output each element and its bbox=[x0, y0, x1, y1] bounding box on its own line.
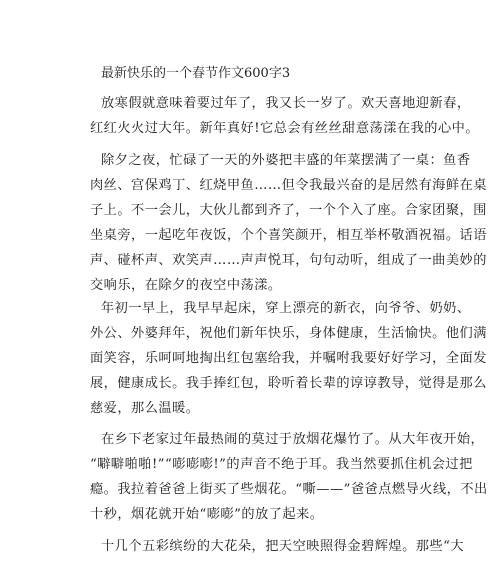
text-line: “噼噼啪啪!”“嘭嘭嘭!”的声音不绝于耳。我当然要抓住机会过把 bbox=[90, 457, 473, 472]
text-line: 红红火火过大年。新年真好!它总会有丝丝甜意荡漾在我的心中。 bbox=[90, 121, 480, 136]
document-title: 最新快乐的一个春节作文600字3 bbox=[101, 66, 291, 81]
text-line: 放寒假就意味着要过年了，我又长一岁了。欢天喜地迎新春， bbox=[101, 96, 471, 111]
text-line: 肉丝、宫保鸡丁、红烧甲鱼……但令我最兴奋的是居然有海鲜在桌 bbox=[90, 178, 487, 193]
text-line: 十秒，烟花就开始“嘭嘭”的放了起来。 bbox=[90, 507, 324, 522]
text-line: 外公、外婆拜年，祝他们新年快乐，身体健康，生活愉快。他们满 bbox=[90, 326, 487, 341]
text-line: 瘾。我拉着爸爸上街买了些烟花。“嘶——”爸爸点燃导火线，不出 bbox=[90, 482, 488, 497]
text-line: 十几个五彩缤纷的大花朵，把天空映照得金碧辉煌。那些“大 bbox=[101, 539, 465, 554]
text-line: 面笑容，乐呵呵地掏出红包塞给我，并嘱咐我要好好学习，全面发 bbox=[90, 351, 487, 366]
text-line: 慈爱，那么温暖。 bbox=[90, 401, 200, 416]
text-line: 除夕之夜，忙碌了一天的外婆把丰盛的年菜摆满了一桌：鱼香 bbox=[101, 153, 471, 168]
text-line: 展，健康成长。我手捧红包，聆听着长辈的谆谆教导，觉得是那么 bbox=[90, 376, 487, 391]
text-line: 在乡下老家过年最热闹的莫过于放烟花爆竹了。从大年夜开始， bbox=[101, 432, 485, 447]
text-line: 子上。不一会儿，大伙儿都到齐了，一个个入了座。合家团聚，围 bbox=[90, 203, 487, 218]
text-line: 交响乐，在除夕的夜空中荡漾。 bbox=[90, 278, 282, 293]
text-line: 坐桌旁，一起吃年夜饭，个个喜笑颜开，相互举杯敬酒祝福。话语 bbox=[90, 228, 487, 243]
text-line: 年初一早上，我早早起床，穿上漂亮的新衣，向爷爷、奶奶、 bbox=[101, 301, 471, 316]
text-line: 声、碰杯声、欢笑声……声声悦耳，句句动听，组成了一曲美妙的 bbox=[90, 253, 487, 268]
